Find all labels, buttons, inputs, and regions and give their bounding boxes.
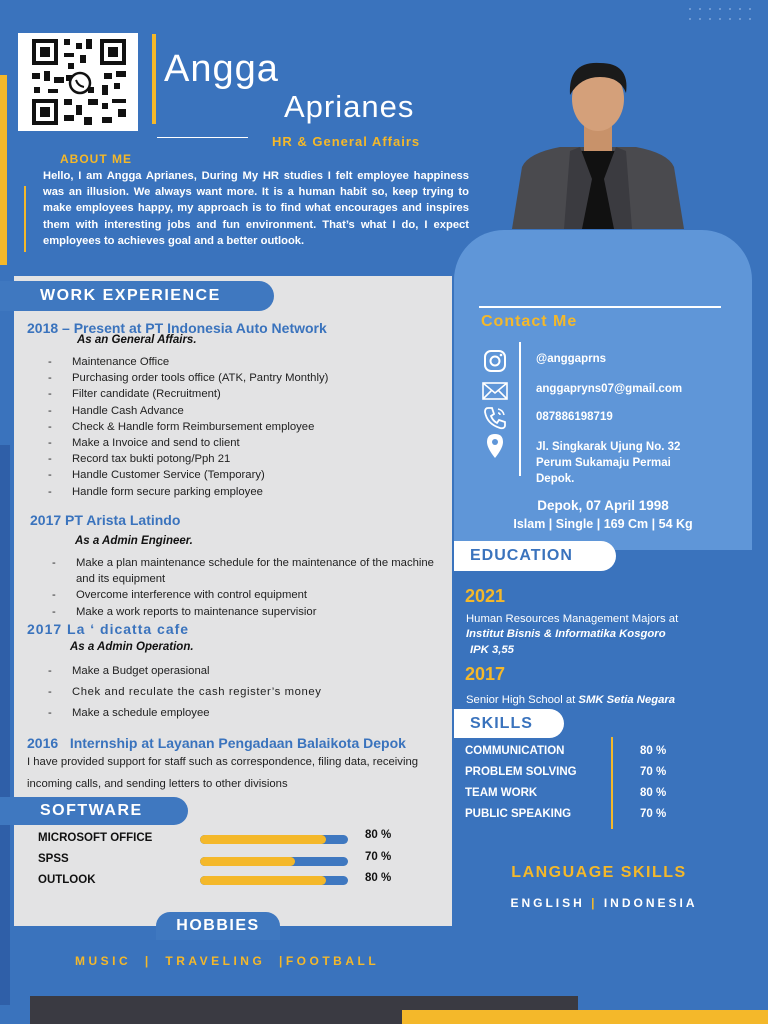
language-separator: | xyxy=(591,896,598,910)
language-skills-header: LANGUAGE SKILLS xyxy=(511,864,687,881)
skill-percent: 80 % xyxy=(640,787,667,799)
footer-accent xyxy=(402,1010,768,1024)
skill-name: PROBLEM SOLVING xyxy=(465,766,577,778)
about-accent-bar xyxy=(24,186,26,252)
address-line: Perum Sukamaju Permai xyxy=(536,457,671,469)
list-item: - Purchasing order tools office (ATK, Pantry Monthly) xyxy=(48,370,443,386)
phone-icon xyxy=(482,405,508,431)
dot-pattern xyxy=(688,6,756,22)
software-level-fill xyxy=(200,835,326,844)
list-item: - Handle Cash Advance xyxy=(48,403,443,419)
hobbies-header: HOBBIES xyxy=(156,912,280,940)
address-line: Depok. xyxy=(536,473,575,485)
left-edge-accent xyxy=(0,75,7,265)
language-item: ENGLISH xyxy=(510,896,585,910)
first-name: Angga xyxy=(164,48,279,90)
name-underline xyxy=(157,137,248,138)
job-title: HR & General Affairs xyxy=(272,134,421,149)
job-role: As an General Affairs. xyxy=(77,334,197,346)
skill-name: PUBLIC SPEAKING xyxy=(465,808,572,820)
job-heading: 2016 Internship at Layanan Pengadaan Balaikota Depok xyxy=(27,735,406,751)
list-item: - Handle Customer Service (Temporary) xyxy=(48,467,443,483)
software-level-bar xyxy=(200,876,348,885)
skill-percent: 80 % xyxy=(640,745,667,757)
software-header: SOFTWARE xyxy=(0,797,188,825)
qr-code[interactable] xyxy=(18,33,138,131)
phone-number[interactable]: 087886198719 xyxy=(536,411,613,423)
instagram-icon xyxy=(482,348,508,374)
list-item: - Maintenance Office xyxy=(48,354,443,370)
list-item: - Overcome interference with control equipment xyxy=(52,587,442,603)
software-name: OUTLOOK xyxy=(38,874,96,886)
work-experience-header: WORK EXPERIENCE xyxy=(0,281,274,311)
software-level-fill xyxy=(200,857,295,866)
software-name: SPSS xyxy=(38,853,69,865)
software-name: MICROSOFT OFFICE xyxy=(38,832,153,844)
education-text: Human Resources Management Majors at xyxy=(466,613,679,625)
list-item: - Make a Budget operasional xyxy=(48,661,438,682)
address xyxy=(536,439,680,487)
job-duties-list xyxy=(48,661,438,724)
list-item: - Handle form secure parking employee xyxy=(48,484,443,500)
contact-divider xyxy=(479,306,721,308)
contact-separator xyxy=(519,342,521,476)
about-title: ABOUT ME xyxy=(60,152,132,166)
skills-divider xyxy=(611,737,613,829)
language-item: INDONESIA xyxy=(603,896,698,910)
list-item: - Record tax bukti potong/Pph 21 xyxy=(48,451,443,467)
profile-photo xyxy=(508,55,688,229)
contact-title: Contact Me xyxy=(481,313,578,330)
software-percent: 70 % xyxy=(365,851,392,863)
skill-percent: 70 % xyxy=(640,808,667,820)
education-entry xyxy=(466,690,675,708)
list-item: - Check & Handle form Reimbursement employee xyxy=(48,419,443,435)
list-item: - Filter candidate (Recruitment) xyxy=(48,386,443,402)
job-heading: 2017 PT Arista Latindo xyxy=(30,512,181,528)
software-level-bar xyxy=(200,835,348,844)
list-item: - Make a schedule employee xyxy=(48,703,438,724)
education-gpa: IPK 3,55 xyxy=(470,644,514,656)
skill-percent: 70 % xyxy=(640,766,667,778)
job-duties-list xyxy=(48,354,443,500)
software-level-fill xyxy=(200,876,326,885)
software-percent: 80 % xyxy=(365,872,392,884)
hobbies-list: MUSIC | TRAVELING |FOOTBALL xyxy=(75,954,380,968)
education-year: 2017 xyxy=(465,664,506,684)
skill-name: COMMUNICATION xyxy=(465,745,565,757)
list-item: - Make a Invoice and send to client xyxy=(48,435,443,451)
education-text: Senior High School at xyxy=(466,694,579,706)
list-item: - Make a work reports to maintenance supervisior xyxy=(52,604,442,620)
education-school: SMK Setia Negara xyxy=(578,694,676,706)
skills-header: SKILLS xyxy=(454,709,564,738)
last-name: Aprianes xyxy=(284,89,415,124)
software-percent: 80 % xyxy=(365,829,392,841)
left-edge-shade xyxy=(0,445,10,1005)
personal-details: Islam | Single | 169 Cm | 54 Kg xyxy=(513,517,693,531)
birth-info: Depok, 07 April 1998 xyxy=(537,498,669,513)
job-heading: 2018 – Present at PT Indonesia Auto Network xyxy=(27,320,327,336)
software-level-bar xyxy=(200,857,348,866)
job-duties-list xyxy=(52,555,442,620)
header-divider xyxy=(152,34,156,124)
job-role: As a Admin Operation. xyxy=(70,641,194,653)
about-text: Hello, I am Angga Aprianes, During My HR studies I felt employee happiness was an illusion. We always want more. It is a human habit so, keep trying to make employees happy, my approach is to find what encourages and inspires them with interesting jobs and fun environment. That’s what I do, I expect employees to achieves goal and a better outlook. xyxy=(43,170,469,247)
list-item: - Make a plan maintenance schedule for the maintenance of the machine and its equipment xyxy=(52,555,442,587)
education-school: Institut Bisnis & Informatika Kosgoro xyxy=(466,628,666,640)
job-heading: 2017 La ‘ dicatta cafe xyxy=(27,621,190,637)
location-pin-icon xyxy=(482,433,508,459)
language-list xyxy=(454,896,754,910)
education-header: EDUCATION xyxy=(454,541,616,571)
skill-name: TEAM WORK xyxy=(465,787,538,799)
job-role: As a Admin Engineer. xyxy=(75,535,193,547)
mail-icon xyxy=(482,378,508,404)
instagram-handle[interactable]: @anggaprns xyxy=(536,353,606,365)
address-line: Jl. Singkarak Ujung No. 32 xyxy=(536,441,681,453)
email-address[interactable]: anggapryns07@gmail.com xyxy=(536,383,683,395)
internship-text: I have provided support for staff such as correspondence, filing data, receiving incoming calls, and sending letters to other divisions xyxy=(27,756,419,790)
list-item: - Chek and reculate the cash register’s money xyxy=(48,682,438,703)
education-year: 2021 xyxy=(465,586,506,606)
